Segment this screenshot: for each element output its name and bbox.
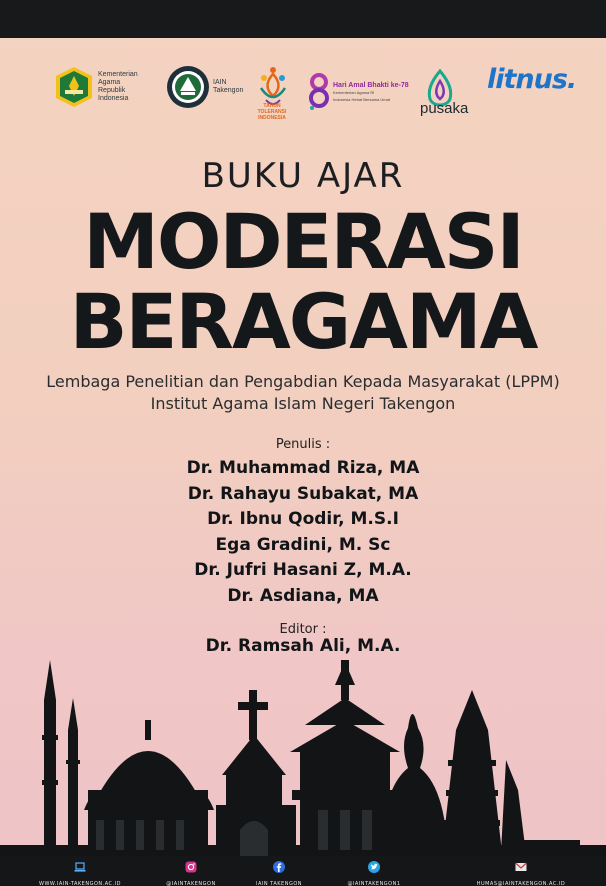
iain-text: IAIN Takengon xyxy=(213,79,244,94)
hab-title: Hari Amal Bhakti ke-78 xyxy=(333,82,409,89)
footer-twitter-label: @IAINTAKENGON1 xyxy=(347,881,401,886)
footer-facebook-label: IAIN TAKENGON xyxy=(255,881,302,886)
footer-bar xyxy=(0,856,606,886)
footer-email-label: HUMAS@IAINTAKENGON.AC.ID xyxy=(476,881,566,886)
kemenag-logo xyxy=(54,66,138,108)
author-name: Dr. Jufri Hasani Z, M.A. xyxy=(194,560,412,580)
pusaka-logo xyxy=(420,58,469,120)
authors-label: Penulis : xyxy=(275,437,331,452)
author-name: Dr. Muhammad Riza, MA xyxy=(186,458,420,478)
top-bar xyxy=(0,0,606,38)
author-list xyxy=(0,456,606,609)
author-name: Dr. Rahayu Subakat, MA xyxy=(187,483,419,504)
logo-row xyxy=(0,58,606,122)
kemenag-emblem-icon xyxy=(54,66,94,108)
iain-seal-icon xyxy=(166,65,210,109)
cover-title-line2: BERAGAMA xyxy=(69,277,537,366)
institution-line1: Lembaga Penelitian dan Pengabdian Kepada Masyarakat (LPPM) xyxy=(46,372,560,391)
author-name: Dr. Asdiana, MA xyxy=(227,585,379,606)
twitter-icon xyxy=(368,861,380,873)
facebook-icon xyxy=(273,861,285,873)
pusaka-text: pusaka xyxy=(420,100,469,117)
toleransi-text: TAHUN TOLERANSI INDONESIA xyxy=(257,103,287,121)
amal-bakti-logo xyxy=(308,72,409,112)
iain-logo xyxy=(166,65,243,109)
hab-subtitle: Kementerian Agama RI xyxy=(333,90,375,95)
footer-instagram-label: @IAINTAKENGON xyxy=(166,881,216,886)
kemenag-text: Kementerian Agama Republik Indonesia xyxy=(98,71,138,102)
hab-78-icon xyxy=(308,72,330,112)
footer-website-label: WWW.IAIN-TAKENGON.AC.ID xyxy=(39,881,121,886)
editor-name: Dr. Ramsah Ali, M.A. xyxy=(205,636,401,656)
author-name: Ega Gradini, M. Sc xyxy=(215,534,391,555)
institution-line2: Institut Agama Islam Negeri Takengon xyxy=(150,394,456,413)
cover-subtitle: BUKU AJAR xyxy=(201,156,405,196)
toleransi-logo xyxy=(257,58,288,121)
mail-icon xyxy=(515,861,527,873)
footer-twitter[interactable] xyxy=(314,860,434,886)
litnus-logo: litnus. xyxy=(487,64,577,95)
author-name: Dr. Ibnu Qodir, M.S.I xyxy=(207,509,399,529)
worship-skyline-silhouette xyxy=(0,640,606,870)
hab-tagline: Indonesia Hebat Bersama Umat xyxy=(333,97,390,102)
laptop-icon xyxy=(74,861,86,873)
cover-title-line1: MODERASI xyxy=(83,197,523,286)
instagram-icon xyxy=(185,861,197,873)
footer-email[interactable] xyxy=(446,860,596,886)
footer-website[interactable] xyxy=(20,860,140,886)
editor-label: Editor : xyxy=(279,622,327,637)
